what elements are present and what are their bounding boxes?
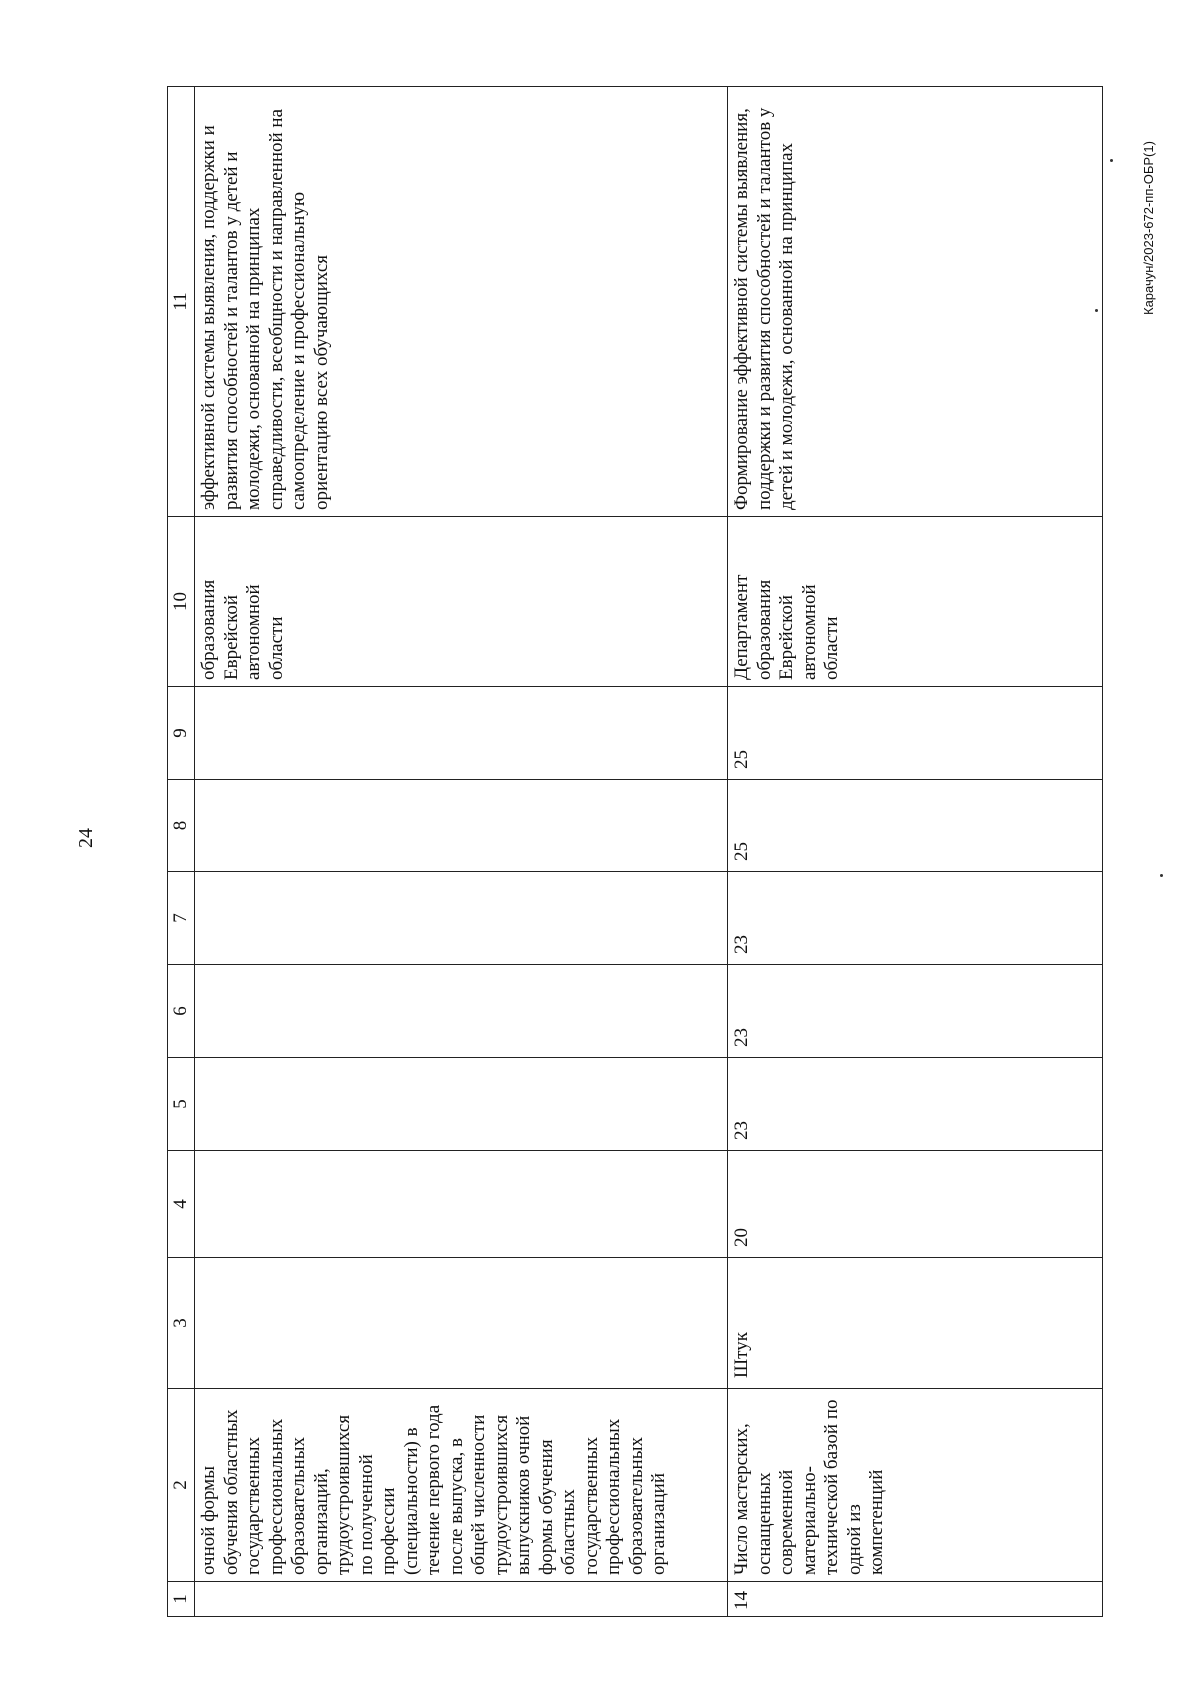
scan-speck <box>1110 159 1113 162</box>
document-code: Карачун/2023-672-пп-ОБР(1) <box>1141 141 1156 315</box>
table-cell <box>195 1582 728 1617</box>
table-cell: эффективной системы выявления, поддержки и развития способностей и талантов у детей и молодежи, основанной на принципах справедливости, всеобщности и направленной на самоопределение и профессиональную ориентацию всех обучающихся <box>195 87 728 517</box>
column-header: 5 <box>168 1058 195 1151</box>
column-header: 2 <box>168 1389 195 1582</box>
column-header: 1 <box>168 1582 195 1617</box>
table-cell <box>195 1151 728 1258</box>
table-cell: образования Еврейской автономной области <box>195 517 728 687</box>
table-cell: Департамент образования Еврейской автономной области <box>728 517 1103 687</box>
table-cell: 23 <box>728 872 1103 965</box>
column-header: 6 <box>168 965 195 1058</box>
table-row <box>195 87 728 1617</box>
table-cell: 25 <box>728 687 1103 780</box>
table-cell: Число мастерских, оснащенных современной материально-технической базой по одной из компетенций <box>728 1389 1103 1582</box>
scan-speck <box>1095 309 1098 312</box>
column-header: 4 <box>168 1151 195 1258</box>
table-cell: 14 <box>728 1582 1103 1617</box>
table-cell: 25 <box>728 780 1103 872</box>
column-header: 11 <box>168 87 195 517</box>
table-cell <box>195 687 728 780</box>
table-cell <box>195 872 728 965</box>
table-cell <box>195 1058 728 1151</box>
column-header: 7 <box>168 872 195 965</box>
scan-speck <box>1160 874 1163 877</box>
page-number: 24 <box>75 828 97 848</box>
table-cell: 23 <box>728 1058 1103 1151</box>
indicators-table <box>167 86 1103 1617</box>
table-cell <box>195 780 728 872</box>
column-header: 9 <box>168 687 195 780</box>
table-cell: Штук <box>728 1258 1103 1389</box>
header-row <box>168 87 195 1617</box>
column-header: 10 <box>168 517 195 687</box>
table-cell: Формирование эффективной системы выявления, поддержки и развития способностей и талантов у детей и молодежи, основанной на принципах <box>728 87 1103 517</box>
table-cell: 23 <box>728 965 1103 1058</box>
column-header: 3 <box>168 1258 195 1389</box>
table-cell <box>195 1258 728 1389</box>
column-header: 8 <box>168 780 195 872</box>
table-cell: очной формы обучения областных государственных профессиональных образовательных организаций, трудоустроившихся по полученной профессии (специальности) в течение первого года после выпуска, в общей численности трудоустроившихся выпускников очной формы обучения областных государственных профессиональных образовательных организаций <box>195 1389 728 1582</box>
table-row <box>728 87 1103 1617</box>
table-cell: 20 <box>728 1151 1103 1258</box>
table-cell <box>195 965 728 1058</box>
